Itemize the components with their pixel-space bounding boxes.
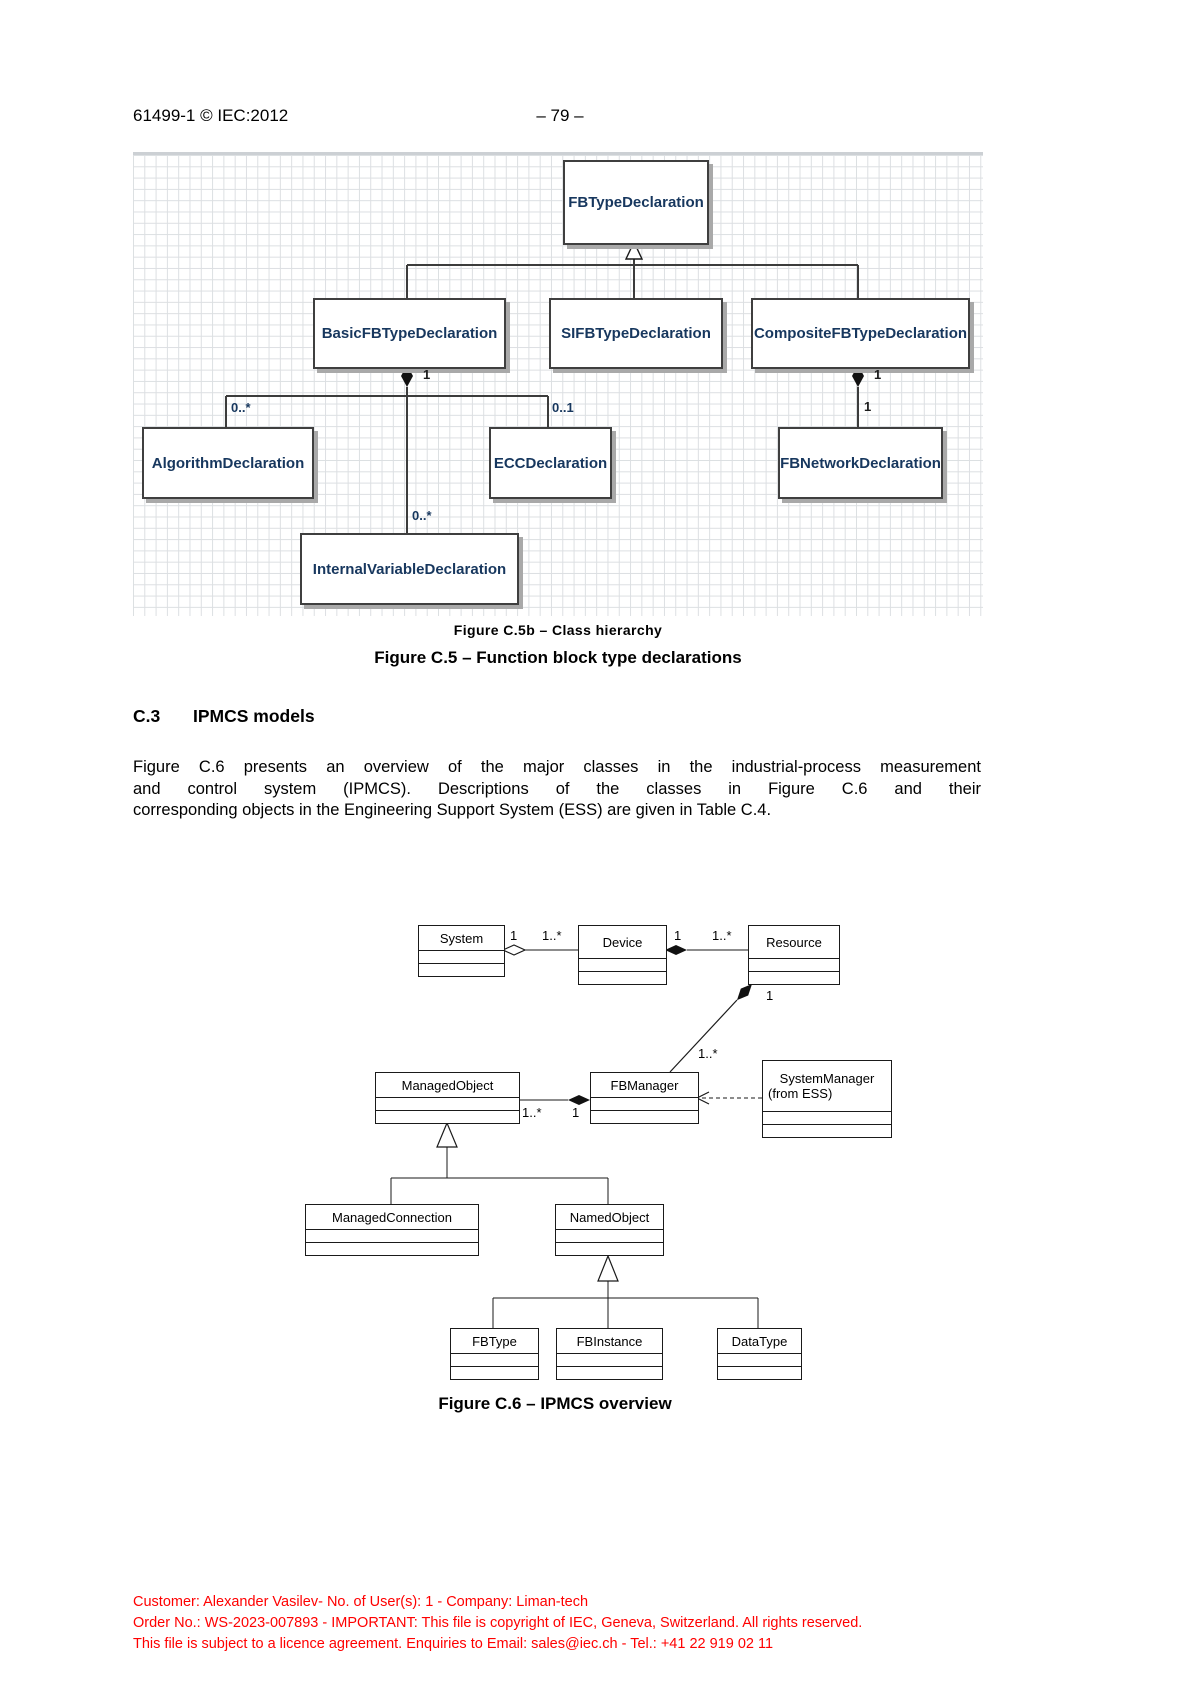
class-box-fbmanager: [590, 1072, 699, 1124]
class-name: ECCDeclaration: [493, 454, 608, 472]
composition-diamond-fbmanager: [568, 1095, 590, 1105]
footer-line: This file is subject to a licence agreement. Enquiries to Email: sales@iec.ch - Tel.: +41 22 919 02 11: [133, 1636, 774, 1652]
paragraph-line: Figure C.6 presents an overview of the major classes in the industrial-process measurement: [133, 758, 981, 776]
paragraph-line: corresponding objects in the Engineering Support System (ESS) are given in Table C.4.: [133, 801, 772, 819]
class-name: DataType: [718, 1329, 801, 1354]
multiplicity-label: 1: [864, 399, 872, 414]
paragraph-line: and control system (IPMCS). Descriptions of the classes in Figure C.6 and their: [133, 779, 981, 798]
footer-line: Order No.: WS-2023-007893 - IMPORTANT: This file is copyright of IEC, Geneva, Switzerland. All rights reserved.: [133, 1615, 863, 1631]
attribute-compartment: [451, 1354, 538, 1367]
class-box-compositefbtypedeclaration: [751, 298, 970, 369]
class-box-fbnetworkdeclaration: [778, 427, 943, 499]
multiplicity-label: 1: [423, 367, 431, 382]
operation-compartment: [718, 1367, 801, 1379]
operation-compartment: [419, 964, 504, 976]
attribute-compartment: [556, 1230, 663, 1243]
class-box-datatype: [717, 1328, 802, 1380]
attribute-compartment: [376, 1098, 519, 1111]
attribute-compartment: [591, 1098, 698, 1111]
operation-compartment: [749, 972, 839, 984]
attribute-compartment: [749, 959, 839, 972]
figure-c6-connectors: [300, 920, 900, 1390]
class-name: CompositeFBTypeDeclaration: [753, 325, 968, 342]
class-name: AlgorithmDeclaration: [151, 454, 305, 472]
class-name: System: [419, 926, 504, 951]
multiplicity-label: 0..1: [552, 400, 574, 415]
class-box-device: [578, 925, 667, 985]
footer-line: Customer: Alexander Vasilev- No. of User(s): 1 - Company: Liman-tech: [133, 1594, 589, 1610]
multiplicity-label: 1..*: [522, 1105, 542, 1120]
attribute-compartment: [557, 1354, 662, 1367]
class-box-fbtype: [450, 1328, 539, 1380]
multiplicity-label: 0..*: [412, 508, 432, 523]
operation-compartment: [306, 1243, 478, 1255]
class-name: FBNetworkDeclaration: [780, 454, 941, 472]
attribute-compartment: [419, 951, 504, 964]
attribute-compartment: [763, 1112, 891, 1125]
class-name: InternalVariableDeclaration: [312, 560, 507, 578]
class-name: ManagedConnection: [306, 1205, 478, 1230]
attribute-compartment: [579, 959, 666, 972]
figure-c5-connectors: [133, 155, 983, 613]
class-name: ManagedObject: [376, 1073, 519, 1098]
class-box-algorithmdeclaration: [142, 427, 314, 499]
multiplicity-label: 1: [510, 928, 518, 943]
class-box-eccdeclaration: [489, 427, 612, 499]
composition-diamond-device: [665, 945, 687, 955]
figure-c6-diagram: [300, 920, 900, 1390]
operation-compartment: [579, 972, 666, 984]
generalization-triangle-namedobject: [598, 1256, 618, 1281]
figure-c6-caption: Figure C.6 – IPMCS overview: [438, 1394, 672, 1413]
section-heading: [133, 706, 315, 727]
class-box-basicfbtypedeclaration: [313, 298, 506, 369]
figure-c5-caption: Figure C.5 – Function block type declarations: [374, 648, 742, 667]
class-box-internalvariabledeclaration: [300, 533, 519, 605]
class-box-fbtypedeclaration: [563, 160, 709, 245]
multiplicity-label: 0..*: [231, 400, 251, 415]
multiplicity-label: 1: [766, 988, 774, 1003]
operation-compartment: [376, 1111, 519, 1123]
figure-c5-diagram: [133, 152, 983, 616]
aggregation-diamond-system: [503, 945, 525, 955]
class-box-managedobject: [375, 1072, 520, 1124]
multiplicity-label: 1: [572, 1105, 580, 1120]
header-document-id: 61499-1 © IEC:2012: [133, 106, 289, 125]
class-name: FBInstance: [557, 1329, 662, 1354]
attribute-compartment: [306, 1230, 478, 1243]
class-box-namedobject: [555, 1204, 664, 1256]
class-box-fbinstance: [556, 1328, 663, 1380]
class-box-managedconnection: [305, 1204, 479, 1256]
operation-compartment: [763, 1125, 891, 1137]
class-box-system: [418, 925, 505, 977]
operation-compartment: [556, 1243, 663, 1255]
class-name: Device: [579, 926, 666, 959]
class-origin: (from ESS): [768, 1086, 833, 1101]
composition-diamond-resource: [737, 984, 752, 1000]
class-box-sifbtypedeclaration: [549, 298, 723, 369]
class-name: SystemManager: [779, 1071, 875, 1086]
class-name: FBManager: [591, 1073, 698, 1098]
class-name: NamedObject: [556, 1205, 663, 1230]
class-name: FBType: [451, 1329, 538, 1354]
operation-compartment: [557, 1367, 662, 1379]
operation-compartment: [451, 1367, 538, 1379]
class-name: Resource: [749, 926, 839, 959]
figure-c5b-caption: Figure C.5b – Class hierarchy: [453, 622, 663, 638]
licence-footer: [133, 1592, 862, 1655]
section-title: IPMCS models: [193, 706, 315, 726]
class-name: SIFBTypeDeclaration: [561, 325, 711, 342]
multiplicity-label: 1: [674, 928, 682, 943]
class-box-systemmanager: [762, 1060, 892, 1138]
multiplicity-label: 1..*: [712, 928, 732, 943]
body-paragraph: [133, 757, 981, 822]
operation-compartment: [591, 1111, 698, 1123]
multiplicity-label: 1..*: [542, 928, 562, 943]
section-number: C.3: [133, 706, 161, 726]
class-title: [763, 1061, 891, 1112]
class-name: BasicFBTypeDeclaration: [321, 325, 498, 342]
class-name: FBTypeDeclaration: [568, 194, 704, 211]
multiplicity-label: 1..*: [698, 1046, 718, 1061]
class-box-resource: [748, 925, 840, 985]
header-page-number: – 79 –: [536, 106, 584, 125]
generalization-triangle-managedobject: [437, 1123, 457, 1147]
attribute-compartment: [718, 1354, 801, 1367]
multiplicity-label: 1: [874, 367, 882, 382]
